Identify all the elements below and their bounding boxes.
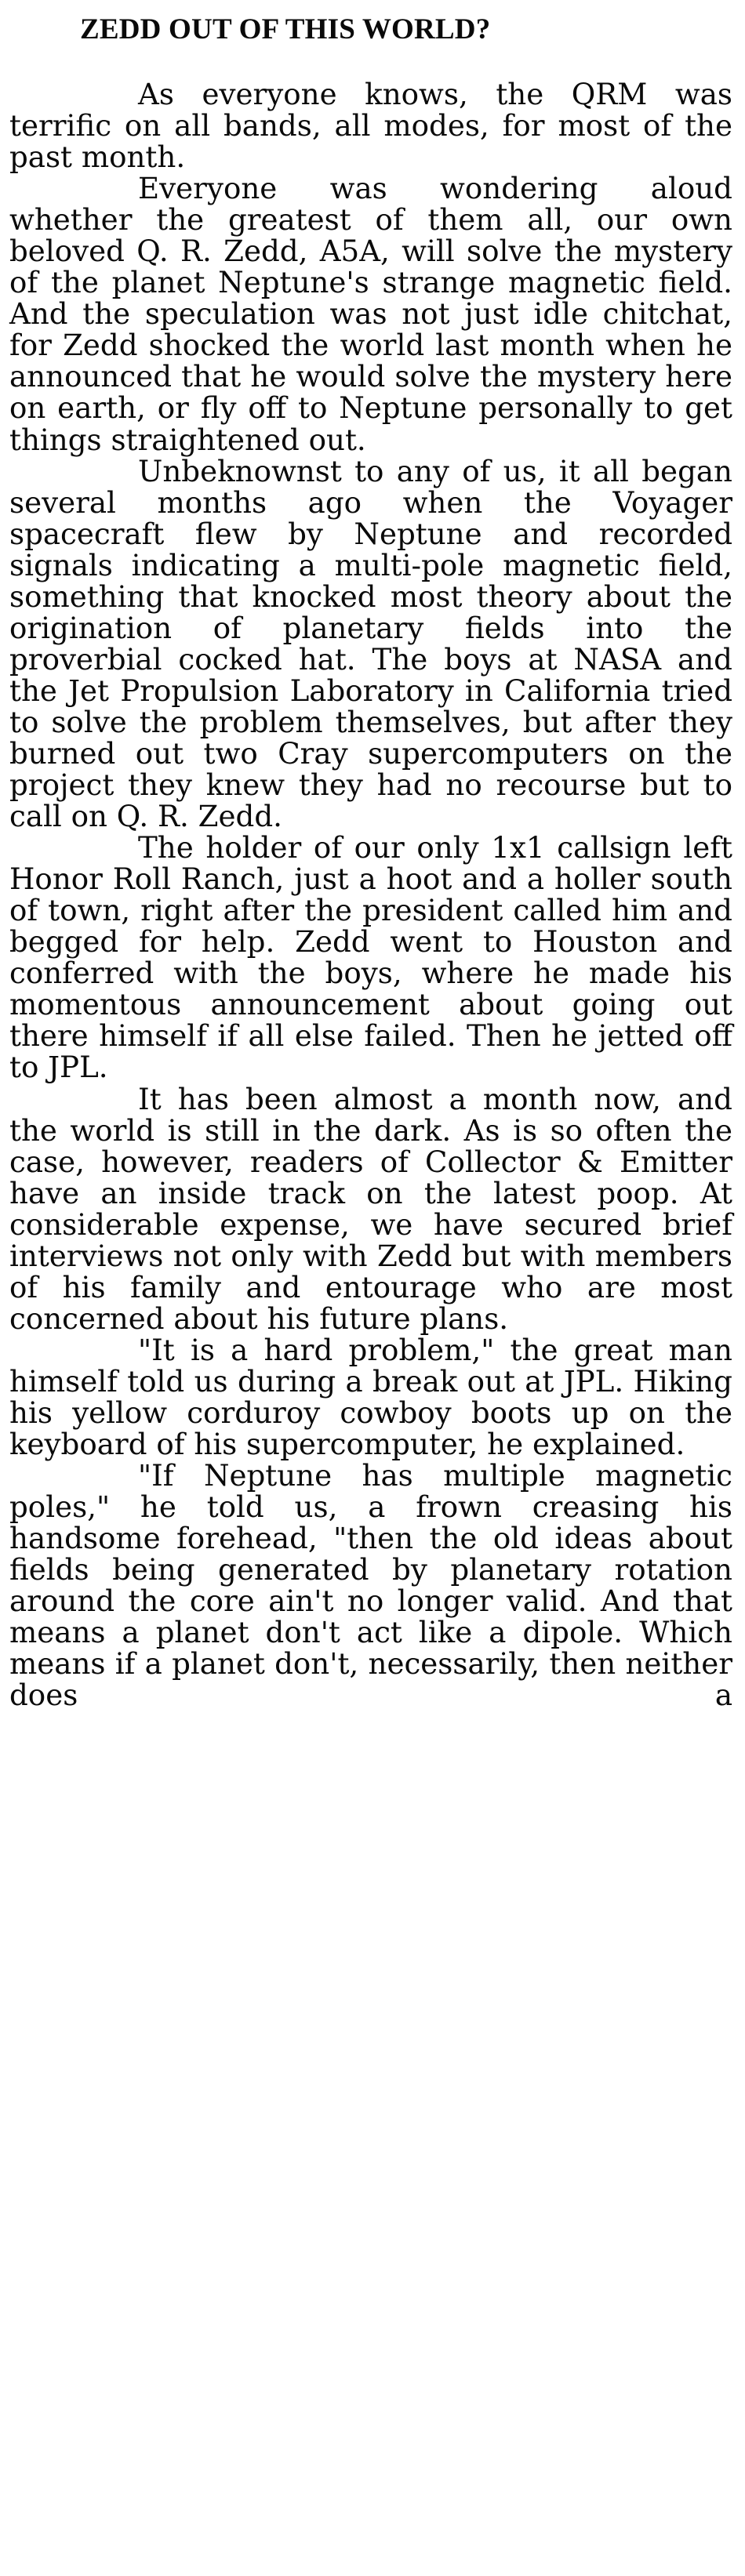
- article-paragraph: Unbeknownst to any of us, it all began several months ago when the Voyager spacecraft flew by Neptune and recorded signals indicating a multi-pole magnetic field, something that knocked most theory about the origination of planetary fields into the proverbial cocked hat. The boys at NASA and the Jet Propulsion Laboratory in California tried to solve the problem themselves, but after they burned out two Cray supercomputers on the project they knew they had no recourse but to call on Q. R. Zedd.: [9, 453, 732, 834]
- article-headline: ZEDD OUT OF THIS WORLD?: [80, 13, 491, 45]
- article-paragraph: As everyone knows, the QRM was terrific on all bands, all modes, for most of the past month.: [9, 77, 732, 175]
- article-body: [9, 78, 732, 1711]
- article-paragraph: Everyone was wondering aloud whether the greatest of them all, our own beloved Q. R. Zedd, A5A, will solve the mystery of the planet Neptune's strange magnetic field. And the speculation was not just idle chitchat, for Zedd shocked the world last month when he announced that he would solve the mystery here on earth, or fly off to Neptune personally to get things straightened out.: [9, 171, 732, 457]
- article-paragraph-continued: "If Neptune has multiple magnetic poles," he told us, a frown creasing his handsome forehead, "then the old ideas about fields being generated by planetary rotation around the core ain't no longer valid. And that means a planet don't act like a dipole. Which means if a planet don't, necessarily, then neither does a: [9, 1458, 732, 1713]
- article-paragraph: "It is a hard problem," the great man himself told us during a break out at JPL. Hiking his yellow corduroy cowboy boots up on the keyboard of his supercomputer, he explained.: [9, 1332, 732, 1462]
- article-paragraph: The holder of our only 1x1 callsign left Honor Roll Ranch, just a hoot and a holler south of town, right after the president called him and begged for help. Zedd went to Houston and conferred with the boys, where he made his momentous announcement about going out there himself if all else failed. Then he jetted off to JPL.: [9, 830, 732, 1085]
- article-paragraph: It has been almost a month now, and the world is still in the dark. As is so often the case, however, readers of Collector & Emitter have an inside track on the latest poop. At considerable expense, we have secured brief interviews not only with Zedd but with members of his family and entourage who are most concerned about his future plans.: [9, 1081, 732, 1336]
